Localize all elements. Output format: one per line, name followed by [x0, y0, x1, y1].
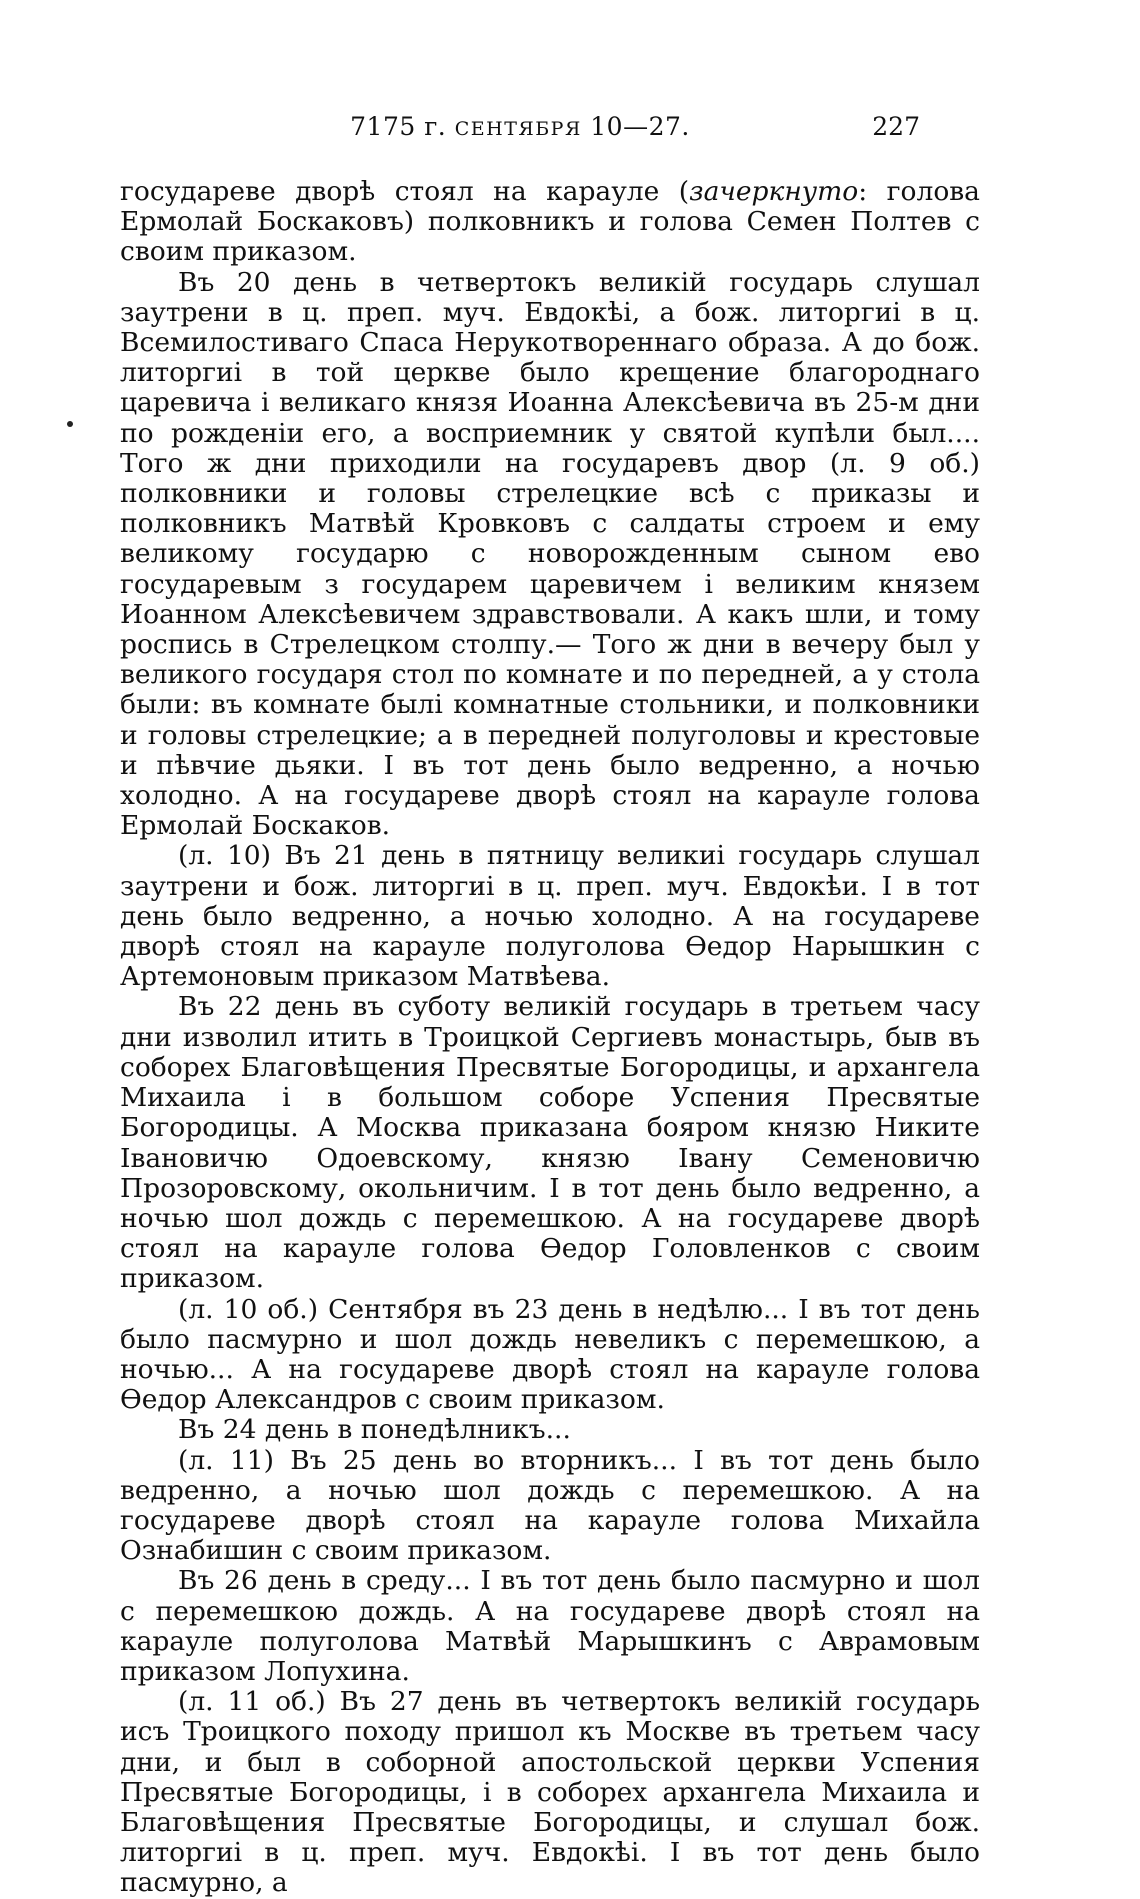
paragraph: [120, 992, 980, 1294]
running-title-month: СЕНТЯБРЯ: [454, 118, 582, 140]
paragraph: [120, 177, 980, 268]
paragraph-text: (л. 10) Въ 21 день в пятницу великиі государь слушал заутрени и бож. литоргиі в ц. преп. муч. Евдокѣи. І в тот день было ведренно, а ночью холодно. А на государеве дворѣ стоял на карауле полуголова Өедор Нарышкин с Артемоновым приказом Матвѣева.: [120, 840, 980, 993]
paragraph-text: (л. 11) Въ 25 день во вторникъ... І въ тот день было ведренно, а ночью шол дождь с перемешкою. А на государеве дворѣ стоял на карауле голова Михайла Ознабишин с своим приказом.: [120, 1444, 980, 1567]
page-header: [120, 112, 920, 152]
running-title-days: 10—27.: [590, 112, 690, 141]
paragraph-text: (л. 10 об.) Сентября въ 23 день в недѣлю... І въ тот день было пасмурно и шол дождь невеликъ с перемешкою, а ночью... А на государеве дворѣ стоял на карауле голова Өедор Александров с своим приказом.: [120, 1293, 980, 1416]
paragraph: [120, 1566, 980, 1687]
paragraph: [120, 841, 980, 992]
italic-note: зачеркнуто: [689, 176, 859, 207]
paragraph: [120, 1295, 980, 1416]
body-text: [120, 177, 980, 1899]
margin-mark: [67, 421, 73, 427]
paragraph: [120, 1446, 980, 1567]
paragraph-text: государеве дворѣ стоял на карауле (: [120, 176, 690, 207]
page-number: 227: [872, 112, 920, 141]
running-title-year: 7175 г.: [350, 112, 447, 141]
paragraph-text: Въ 22 день въ суботу великій государь в третьем часу дни изволил итить в Троицкой Сергиевъ монастырь, быв въ соборех Благовѣщения Пресвятые Богородицы, и архангела Михаила і в большом соборе Успения Пресвятые Богородицы. А Москва приказана бояром князю Никите Івановичю Одоевскому, князю Івану Семеновичю Прозоровскому, окольничим. І в тот день было ведренно, а ночью шол дождь с перемешкою. А на государеве дворѣ стоял на карауле голова Өедор Головленков с своим приказом.: [120, 991, 980, 1295]
paragraph: [120, 268, 980, 842]
paragraph-text: : голова Ермолай Боскаковъ) полковникъ и голова Семен Полтев с своим приказом.: [120, 176, 980, 268]
paragraph-text: (л. 11 об.) Въ 27 день въ четвертокъ великій государь исъ Троицкого походу пришол къ Москве въ третьем часу дни, и был в соборной апостольской церкви Успения Пресвятые Богородицы, і в соборех архангела Михаила и Благовѣщения Пресвятые Богородицы, и слушал бож. литоргиі в ц. преп. муч. Евдокѣі. І въ тот день было пасмурно, а: [120, 1686, 980, 1899]
running-title: [120, 112, 920, 141]
paragraph-text: Въ 26 день в среду... І въ тот день было пасмурно и шол с перемешкою дождь. А на государеве дворѣ стоял на карауле полуголова Матвѣй Марышкинъ с Аврамовым приказом Лопухина.: [120, 1565, 980, 1687]
paragraph-text: Въ 24 день в понедѣлникъ...: [178, 1414, 571, 1446]
paragraph: [120, 1687, 980, 1898]
paragraph: [120, 1415, 980, 1445]
paragraph-text: Въ 20 день в четвертокъ великій государь слушал заутрени в ц. преп. муч. Евдокѣі, а бож. литоргиі в ц. Всемилостиваго Спаса Нерукотвореннаго образа. А до бож. литоргиі в той церкве было крещение благороднаго царевича і великаго князя Иоанна Алексѣевича въ 25-м дни по рожденіи его, а восприемник у святой купѣли был.... Того ж дни приходили на государевъ двор (л. 9 об.) полковники и головы стрелецкие всѣ с приказы и полковникъ Матвѣй Кровковъ с салдаты строем и ему великому государю с новорожденным сыном ево государевым з государем царевичем і великим князем Иоанном Алексѣевичем здравствовали. А какъ шли, и тому роспись в Стрелецком столпу.— Того ж дни в вечеру был у великого государя стол по комнате и по передней, а у стола были: въ комнате былі комнатные стольники, и полковники и головы стрелецкие; а в передней полуголовы и крестовые и пѣвчие дьяки. І въ тот день было ведренно, а ночью холодно. А на государеве дворѣ стоял на карауле голова Ермолай Боскаков.: [120, 266, 980, 842]
